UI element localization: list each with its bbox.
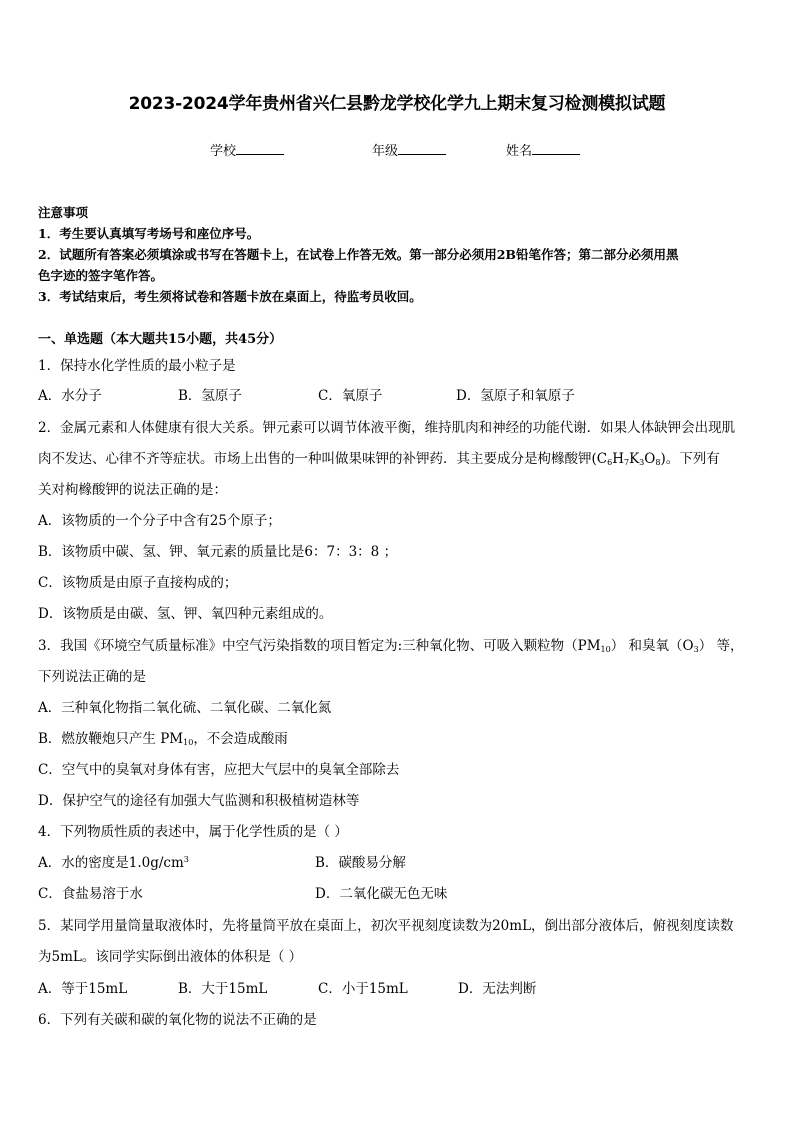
note-item: 1．考生要认真填写考场号和座位序号。: [38, 226, 260, 241]
note-item: 色字迹的签字笔作答。: [38, 268, 164, 283]
formula-element: O: [644, 451, 656, 467]
section-heading: 一、单选题（本大题共15小题，共45分）: [38, 332, 283, 347]
q3-option-b-text: B．燃放鞭炮只产生 PM: [38, 731, 184, 747]
formula-subscript: 7: [623, 458, 630, 467]
formula-subscript: 3: [639, 458, 645, 467]
unit-superscript: 3: [183, 855, 189, 864]
school-blank: [236, 142, 284, 155]
q2-option-b: B．该物质中碳、氢、钾、氧元素的质量比是6：7：3：8 ；: [38, 544, 398, 560]
grade-field: [372, 140, 446, 159]
formula-subscript: 8: [655, 458, 661, 467]
school-field: [210, 140, 284, 159]
q1-option-d: D．氢原子和氧原子: [456, 388, 575, 404]
q2-stem-line2: [38, 447, 720, 467]
notes-block: [38, 202, 758, 307]
q2-stem-line1: 2．金属元素和人体健康有很大关系。钾元素可以调节体液平衡，维持肌肉和神经的功能代谢．如果人体缺钾会出现肌: [38, 420, 736, 436]
name-blank: [532, 142, 580, 155]
q5-option-c: C．小于15mL: [318, 981, 408, 997]
q1-option-c: C．氧原子: [318, 388, 383, 404]
q3-option-d: D．保护空气的途径有加强大气监测和积极植树造林等: [38, 793, 360, 809]
pm-subscript: 10: [600, 645, 611, 654]
q1-stem: 1．保持水化学性质的最小粒子是: [38, 358, 236, 374]
q2-option-d: D．该物质是由碳、氢、钾、氧四种元素组成的。: [38, 606, 333, 622]
q2-stem-text: )。下列有: [660, 451, 720, 467]
note-item: 2．试题所有答案必须填涂或书写在答题卡上，在试卷上作答无效。第一部分必须用2B铅笔作答；第二部分必须用黑: [38, 247, 679, 262]
q6-stem: 6．下列有关碳和碳的氧化物的说法不正确的是: [38, 1012, 317, 1028]
q3-stem-text: ） 和臭氧（O: [610, 638, 694, 654]
q3-option-a: A．三种氧化物指二氧化硫、二氧化碳、二氧化氮: [38, 700, 332, 716]
q3-stem-line2: 下列说法正确的是: [38, 669, 146, 685]
grade-blank: [398, 142, 446, 155]
q3-option-b: [38, 727, 288, 747]
ozone-subscript: 3: [693, 645, 699, 654]
pm-subscript: 10: [183, 738, 194, 747]
q2-option-a: A．该物质的一个分子中含有25个原子；: [38, 513, 281, 529]
q5-option-b: B．大于15mL: [178, 981, 268, 997]
q1-option-b: B．氢原子: [178, 388, 242, 404]
q3-stem-line1: [38, 634, 743, 654]
grade-label: 年级: [372, 144, 399, 159]
q4-option-b: B．碳酸易分解: [315, 855, 406, 871]
formula-element: K: [629, 451, 640, 467]
q4-options-row1: [38, 851, 406, 871]
q4-stem: 4．下列物质性质的表述中，属于化学性质的是（ ）: [38, 824, 348, 840]
q4-option-a-text: A．水的密度是1.0g/cm: [38, 855, 184, 871]
notes-heading: 注意事项: [38, 205, 89, 220]
q3-option-b-text: ，不会造成酸雨: [193, 731, 288, 747]
formula-element: H: [612, 451, 624, 467]
q4-option-c: C．食盐易溶于水: [38, 886, 143, 902]
q5-options: [38, 977, 536, 997]
q1-options: [38, 384, 575, 404]
q1-option-a: A．水分子: [38, 388, 102, 404]
q2-option-c: C．该物质是由原子直接构成的；: [38, 575, 238, 591]
q3-option-c: C．空气中的臭氧对身体有害，应把大气层中的臭氧全部除去: [38, 762, 400, 778]
q2-stem-text: 肉不发达、心律不齐等症状。市场上出售的一种叫做果味钾的补钾药．其主要成分是枸橼酸钾(C: [38, 451, 608, 467]
formula-subscript: 6: [607, 458, 613, 467]
q5-stem-line2: 为5mL。该同学实际倒出液体的体积是（ ）: [38, 949, 303, 965]
q5-stem-line1: 5．某同学用量筒量取液体时，先将量筒平放在桌面上，初次平视刻度读数为20mL，倒出部分液体后，俯视刻度读数: [38, 918, 734, 934]
q2-stem-line3: 关对枸橼酸钾的说法正确的是：: [38, 482, 227, 498]
q4-options-row2: [38, 882, 447, 902]
q4-option-a: [38, 851, 315, 871]
q3-stem-text: ） 等，: [698, 638, 744, 654]
name-field: [506, 140, 580, 159]
name-label: 姓名: [506, 144, 533, 159]
school-label: 学校: [210, 144, 237, 159]
page-title: 2023-2024学年贵州省兴仁县黔龙学校化学九上期末复习检测模拟试题: [128, 94, 666, 114]
q5-option-d: D．无法判断: [458, 981, 537, 997]
note-item: 3．考试结束后，考生须将试卷和答题卡放在桌面上，待监考员收回。: [38, 289, 422, 304]
q5-option-a: A．等于15mL: [38, 981, 128, 997]
q3-stem-text: 3．我国《环境空气质量标准》中空气污染指数的项目暂定为:三种氧化物、可吸入颗粒物（PM: [38, 638, 601, 654]
q4-option-d: D．二氧化碳无色无味: [315, 886, 448, 902]
